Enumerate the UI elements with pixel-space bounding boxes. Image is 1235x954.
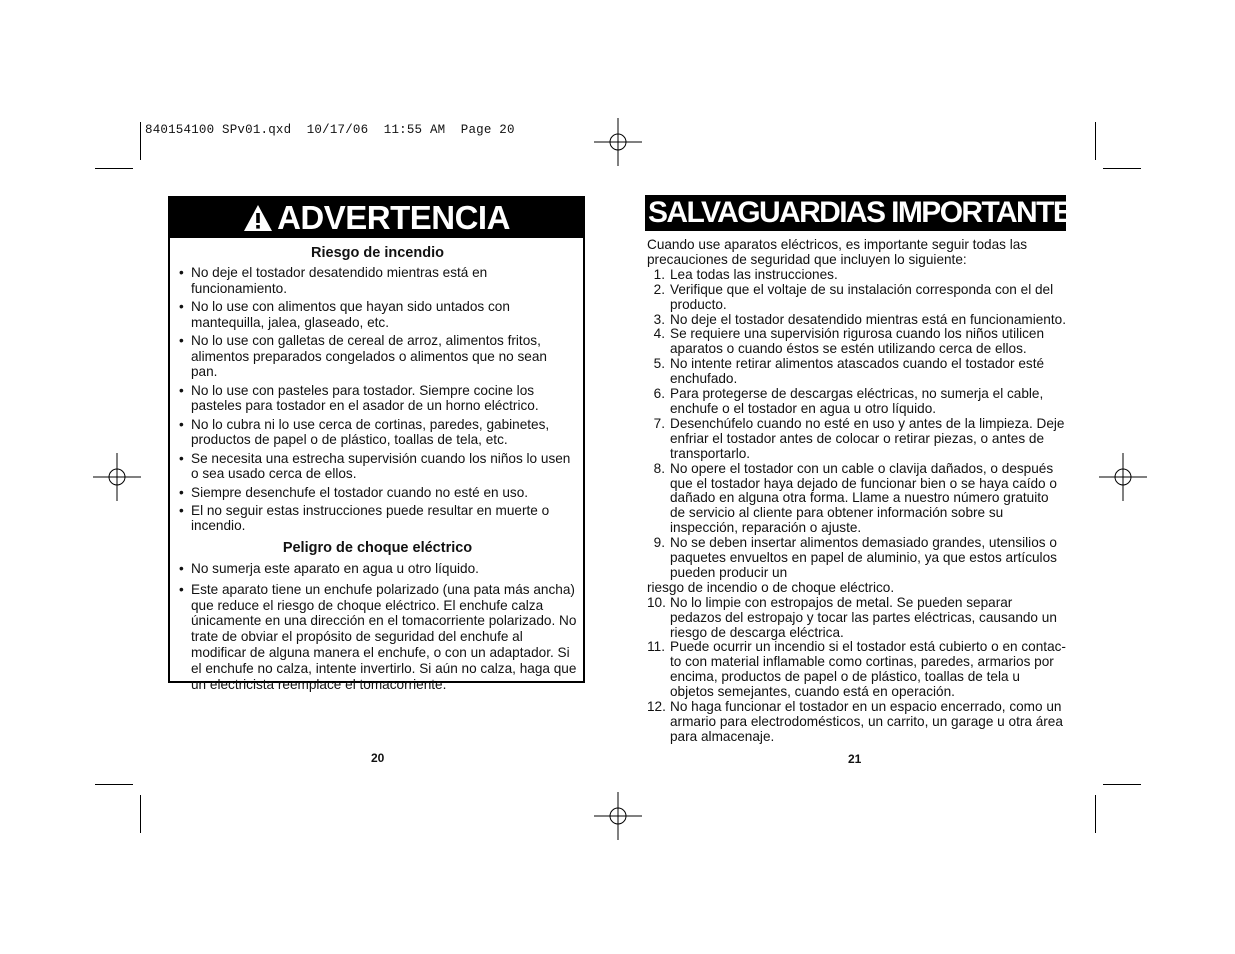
list-item: 7. Desenchúfelo cuando no esté en uso y antes de la limpieza. Deje enfriar el tostador antes de colocar o retirar piezas, o antes de transportarlo. [653, 415, 1065, 461]
list-item: 6. Para protegerse de descargas eléctricas, no sumerja el cable, enchufe o el tostador en agua u otro líquido. [653, 386, 1044, 416]
list-item: 8. No opere el tostador con un cable o clavija dañados, o después que el tostador haya dejado de funcionar bien o se haya caído o dañado en alguna otra forma. Llame a nuestro número gratuito de servicio al cliente para obtener información sobre su inspección, reparación o ajuste. [653, 460, 1057, 536]
list-item: • No sumerja este aparato en agua u otro líquido. [178, 561, 577, 577]
warning-body [170, 238, 583, 692]
shock-risk-list [178, 561, 577, 692]
list-item: 2. Verifique que el voltaje de su instalación corresponda con el del producto. [653, 281, 1054, 312]
warning-triangle-icon [243, 204, 273, 232]
list-item: 12. No haga funcionar el tostador en un espacio encerrado, como un armario para electrodomésticos, un carrito, un garage u otra área para almacenaje. [647, 699, 1063, 744]
list-item: • Siempre desenchufe el tostador cuando no esté en uso. [178, 485, 577, 501]
registration-mark-icon [594, 792, 642, 840]
crop-mark [95, 168, 133, 169]
list-item: • Este aparato tiene un enchufe polarizado (una pata más ancha) que reduce el riesgo de choque eléctrico. El enchufe calza únicamente en una dirección en el tomacorriente polarizado. No trate de obviar el propósito de seguridad del enchufe al modificar de alguna manera el enchufe, o con un adaptador. Si el enchufe no calza, intente invertirlo. Si aún no calza, haga que un electricista reemplace el tomacorriente. [178, 582, 577, 693]
crop-mark [1103, 784, 1141, 785]
list-item: 3. No deje el tostador desatendido mientras está en funcionamiento. [653, 311, 1066, 327]
list-item: • No lo use con alimentos que hayan sido untados con mantequilla, jalea, glaseado, etc. [178, 299, 577, 331]
warning-box [168, 196, 585, 692]
list-item: • No lo cubra ni lo use cerca de cortinas, paredes, gabinetes, productos de papel o de plástico, toallas de tela, etc. [178, 417, 577, 449]
safeguards-body [647, 238, 1067, 745]
crop-mark [1095, 122, 1096, 160]
intro-text: Cuando use aparatos eléctricos, es importante seguir todas las precauciones de seguridad que incluyen lo siguiente: [647, 237, 1028, 267]
crop-mark [95, 784, 133, 785]
registration-mark-icon [594, 118, 642, 166]
crop-mark [1095, 795, 1096, 833]
list-item: 1. Lea todas las instrucciones. [653, 266, 838, 282]
list-item: • No deje el tostador desatendido mientras está en funcionamiento. [178, 265, 577, 297]
page-number: 20 [371, 751, 385, 765]
section-title: Riesgo de incendio [311, 245, 444, 261]
warning-title: ADVERTENCIA [277, 199, 510, 236]
list-item: 11. Puede ocurrir un incendio si el tostador está cubierto o en contac-to con material inflamable como cortinas, paredes, armarios por encima, productos de papel o de plástico, toallas de tela u objetos semejantes, cuando está en operación. [647, 639, 1066, 700]
list-item: 4. Se requiere una supervisión rigurosa cuando los niños utilicen aparatos o cuando éstos se estén utilizando cerca de ellos. [653, 326, 1045, 357]
crop-mark [1103, 168, 1141, 169]
file-slug: 840154100 SPv01.qxd 10/17/06 11:55 AM Page 20 [145, 123, 515, 137]
crop-mark [140, 122, 141, 160]
list-item: 5. No intente retirar alimentos atascados cuando el tostador esté enchufado. [653, 356, 1045, 387]
list-item: 9. No se deben insertar alimentos demasiado grandes, utensilios o paquetes envueltos en papel de aluminio, ya que estos artículos pueden producir un riesgo de incendio o de choque eléctrico. [647, 535, 1057, 595]
fire-risk-list [178, 265, 577, 534]
page-number: 21 [848, 752, 862, 766]
list-item: • No lo use con galletas de cereal de arroz, alimentos fritos, alimentos preparados congelados o alimentos que no sean pan. [178, 333, 577, 380]
list-item: 10. No lo limpie con estropajos de metal. Se pueden separar pedazos del estropajo y tocar las partes eléctricas, causando un riesgo de descarga eléctrica. [647, 594, 1057, 640]
section-title: Peligro de choque eléctrico [282, 540, 473, 557]
list-item: • El no seguir estas instrucciones puede resultar en muerte o incendio. [178, 503, 577, 535]
registration-mark-icon [93, 453, 141, 501]
warning-header [170, 198, 583, 238]
safeguards-list [647, 268, 1067, 745]
safeguards-title: SALVAGUARDIAS IMPORTANTES [645, 195, 1066, 231]
registration-mark-icon [1099, 453, 1147, 501]
list-item: • Se necesita una estrecha supervisión cuando los niños lo usen o sea usado cerca de ellos. [178, 451, 577, 483]
crop-mark [140, 795, 141, 833]
list-item: • No lo use con pasteles para tostador. Siempre cocine los pasteles para tostador en el asador de un horno eléctrico. [178, 383, 577, 415]
